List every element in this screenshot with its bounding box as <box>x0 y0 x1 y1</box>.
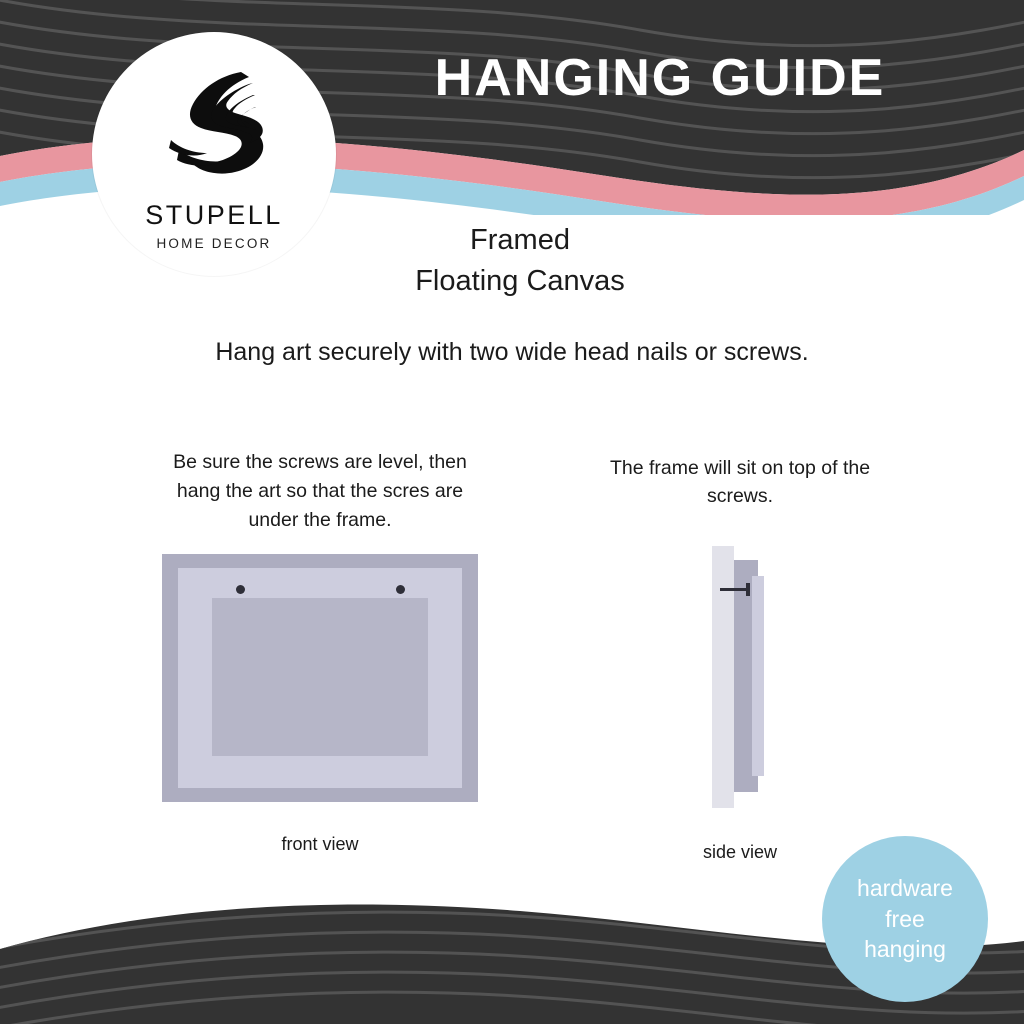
badge-line3: hanging <box>864 936 946 963</box>
side-view-caption: The frame will sit on top of the screws. <box>609 457 871 508</box>
brand-name: STUPELL <box>145 200 283 230</box>
brand-tagline: HOME DECOR <box>156 236 272 251</box>
front-view-mat <box>178 568 462 788</box>
screw-dot-right-icon <box>396 585 405 594</box>
side-view-screw-head-icon <box>746 583 750 596</box>
stupell-swirl-logo-icon <box>149 62 279 192</box>
screw-dot-left-icon <box>236 585 245 594</box>
front-view-caption: Be sure the screws are level, then hang the art so that the scres are under the frame. <box>173 451 467 531</box>
main-instruction: Hang art securely with two wide head nails or screws. <box>215 338 809 366</box>
side-view-label: side view <box>702 842 778 862</box>
brand-logo-badge <box>92 32 336 276</box>
page-title: HANGING GUIDE <box>434 49 886 107</box>
product-name-line2: Floating Canvas <box>415 265 625 298</box>
badge-line2: free <box>885 905 925 932</box>
side-view-canvas <box>752 576 764 776</box>
hardware-free-hanging-badge <box>822 836 988 1002</box>
product-name-line1: Framed <box>470 224 570 256</box>
product-name <box>340 220 700 302</box>
side-view-wall <box>712 546 734 808</box>
badge-line1: hardware <box>857 875 953 902</box>
front-view-canvas <box>212 598 428 756</box>
front-view-frame <box>162 554 478 802</box>
front-view-label: front view <box>281 834 359 854</box>
